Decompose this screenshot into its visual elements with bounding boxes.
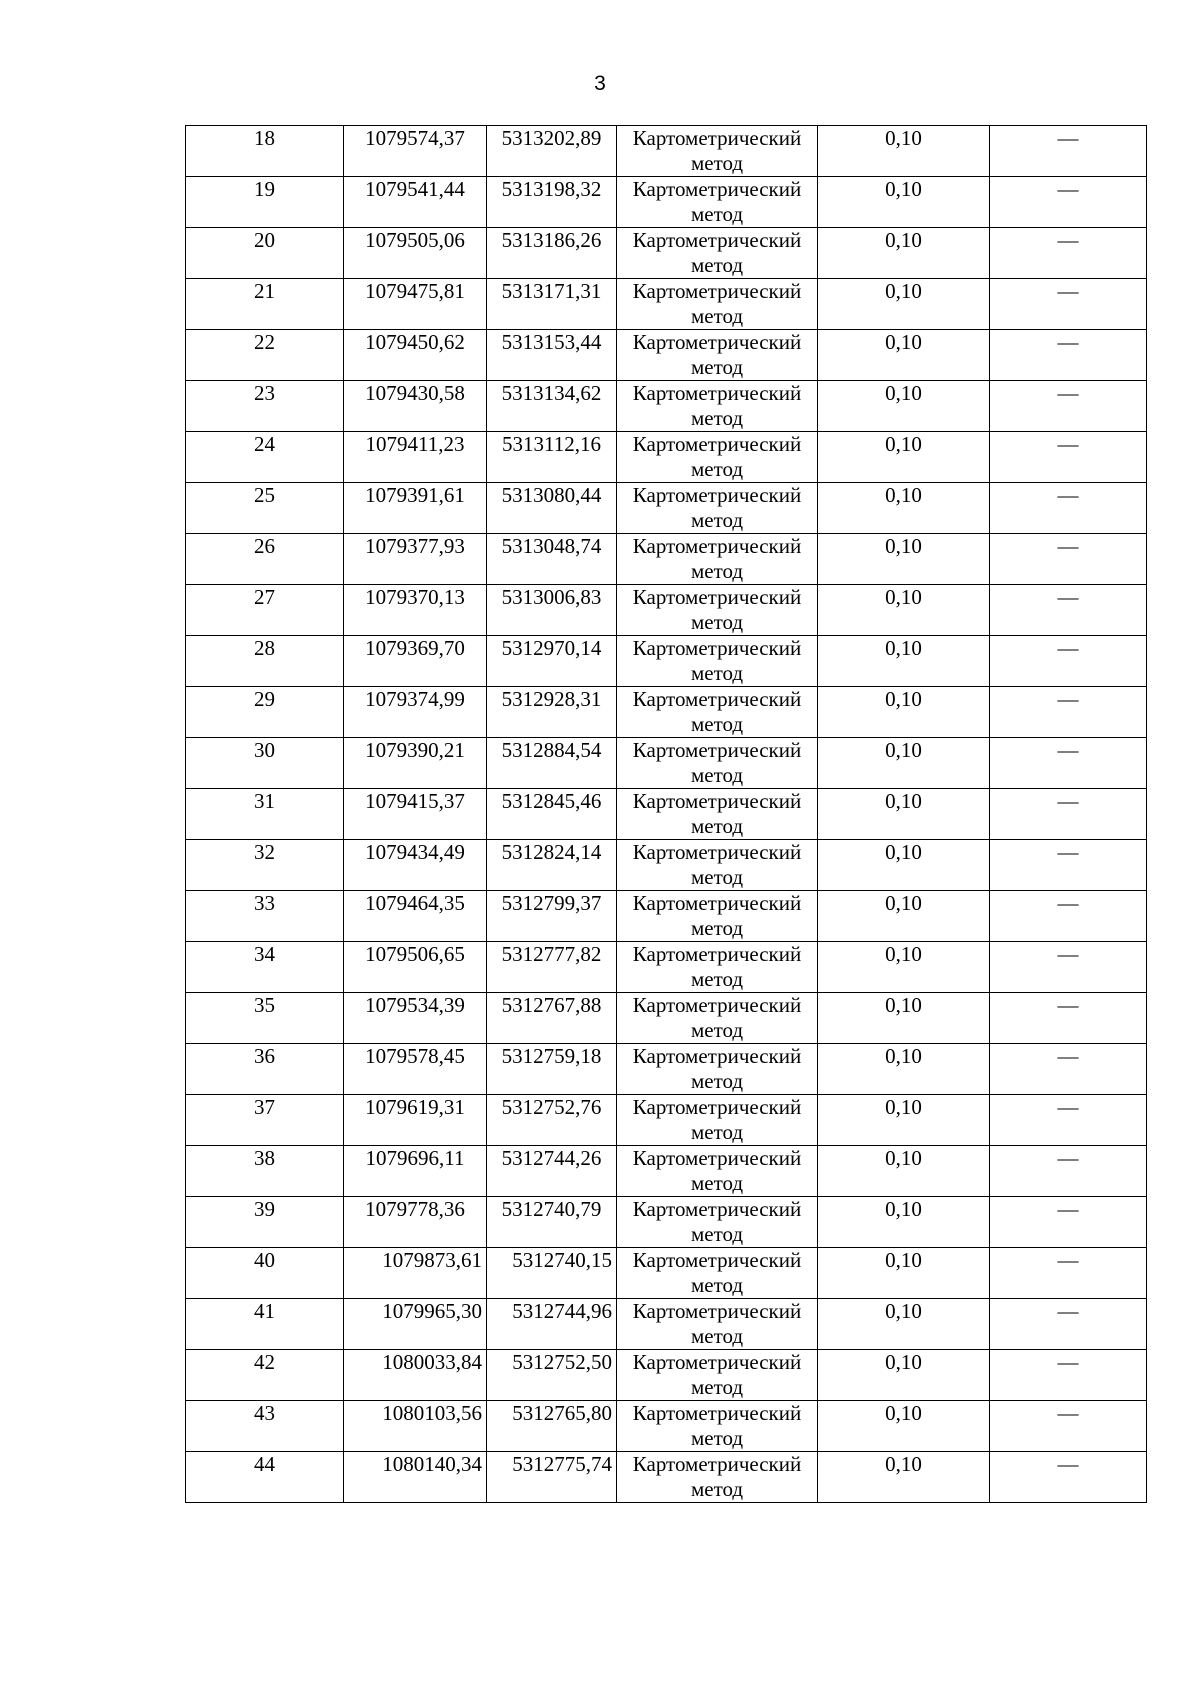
point-number-cell: 37 <box>186 1095 344 1146</box>
table-row <box>186 126 1147 177</box>
method-cell: Картометрический метод <box>617 432 818 483</box>
y-coordinate-cell: 5312928,31 <box>487 687 617 738</box>
accuracy-cell: 0,10 <box>818 1197 990 1248</box>
y-coordinate-cell: 5313080,44 <box>487 483 617 534</box>
table-row <box>186 891 1147 942</box>
x-coordinate-cell: 1079696,11 <box>344 1146 487 1197</box>
description-cell: — <box>990 1401 1147 1452</box>
table-row <box>186 636 1147 687</box>
point-number-cell: 28 <box>186 636 344 687</box>
description-cell: — <box>990 279 1147 330</box>
table-row <box>186 330 1147 381</box>
table-row <box>186 228 1147 279</box>
accuracy-cell: 0,10 <box>818 942 990 993</box>
method-cell: Картометрический метод <box>617 840 818 891</box>
method-cell: Картометрический метод <box>617 228 818 279</box>
x-coordinate-cell: 1079390,21 <box>344 738 487 789</box>
method-cell: Картометрический метод <box>617 942 818 993</box>
x-coordinate-cell: 1079411,23 <box>344 432 487 483</box>
table-row <box>186 942 1147 993</box>
method-cell: Картометрический метод <box>617 687 818 738</box>
accuracy-cell: 0,10 <box>818 534 990 585</box>
description-cell: — <box>990 1197 1147 1248</box>
point-number-cell: 29 <box>186 687 344 738</box>
point-number-cell: 41 <box>186 1299 344 1350</box>
method-cell: Картометрический метод <box>617 789 818 840</box>
description-cell: — <box>990 1452 1147 1503</box>
y-coordinate-cell: 5313171,31 <box>487 279 617 330</box>
table-row <box>186 177 1147 228</box>
method-cell: Картометрический метод <box>617 1350 818 1401</box>
y-coordinate-cell: 5313198,32 <box>487 177 617 228</box>
coordinates-table <box>185 125 1147 1503</box>
point-number-cell: 35 <box>186 993 344 1044</box>
accuracy-cell: 0,10 <box>818 1095 990 1146</box>
page-number: 3 <box>594 72 606 95</box>
accuracy-cell: 0,10 <box>818 687 990 738</box>
description-cell: — <box>990 636 1147 687</box>
y-coordinate-cell: 5313048,74 <box>487 534 617 585</box>
method-cell: Картометрический метод <box>617 330 818 381</box>
accuracy-cell: 0,10 <box>818 1044 990 1095</box>
table-row <box>186 1401 1147 1452</box>
point-number-cell: 42 <box>186 1350 344 1401</box>
point-number-cell: 34 <box>186 942 344 993</box>
x-coordinate-cell: 1079377,93 <box>344 534 487 585</box>
description-cell: — <box>990 381 1147 432</box>
x-coordinate-cell: 1079541,44 <box>344 177 487 228</box>
method-cell: Картометрический метод <box>617 177 818 228</box>
description-cell: — <box>990 432 1147 483</box>
description-cell: — <box>990 1095 1147 1146</box>
description-cell: — <box>990 330 1147 381</box>
point-number-cell: 22 <box>186 330 344 381</box>
point-number-cell: 38 <box>186 1146 344 1197</box>
method-cell: Картометрический метод <box>617 1248 818 1299</box>
point-number-cell: 44 <box>186 1452 344 1503</box>
y-coordinate-cell: 5313134,62 <box>487 381 617 432</box>
x-coordinate-cell: 1079450,62 <box>344 330 487 381</box>
table-row <box>186 432 1147 483</box>
description-cell: — <box>990 1350 1147 1401</box>
description-cell: — <box>990 687 1147 738</box>
accuracy-cell: 0,10 <box>818 636 990 687</box>
method-cell: Картометрический метод <box>617 126 818 177</box>
description-cell: — <box>990 1299 1147 1350</box>
table-row <box>186 279 1147 330</box>
table-row <box>186 534 1147 585</box>
accuracy-cell: 0,10 <box>818 1401 990 1452</box>
table-row <box>186 585 1147 636</box>
description-cell: — <box>990 993 1147 1044</box>
point-number-cell: 33 <box>186 891 344 942</box>
table-row <box>186 381 1147 432</box>
point-number-cell: 24 <box>186 432 344 483</box>
x-coordinate-cell: 1080140,34 <box>344 1452 487 1503</box>
point-number-cell: 30 <box>186 738 344 789</box>
description-cell: — <box>990 483 1147 534</box>
method-cell: Картометрический метод <box>617 1401 818 1452</box>
accuracy-cell: 0,10 <box>818 840 990 891</box>
x-coordinate-cell: 1079475,81 <box>344 279 487 330</box>
y-coordinate-cell: 5312767,88 <box>487 993 617 1044</box>
y-coordinate-cell: 5312759,18 <box>487 1044 617 1095</box>
description-cell: — <box>990 228 1147 279</box>
x-coordinate-cell: 1079415,37 <box>344 789 487 840</box>
y-coordinate-cell: 5312799,37 <box>487 891 617 942</box>
point-number-cell: 36 <box>186 1044 344 1095</box>
method-cell: Картометрический метод <box>617 1146 818 1197</box>
table-row <box>186 687 1147 738</box>
y-coordinate-cell: 5312824,14 <box>487 840 617 891</box>
y-coordinate-cell: 5313006,83 <box>487 585 617 636</box>
table-row <box>186 1452 1147 1503</box>
accuracy-cell: 0,10 <box>818 1350 990 1401</box>
point-number-cell: 23 <box>186 381 344 432</box>
accuracy-cell: 0,10 <box>818 891 990 942</box>
table-row <box>186 1146 1147 1197</box>
x-coordinate-cell: 1079430,58 <box>344 381 487 432</box>
y-coordinate-cell: 5312740,79 <box>487 1197 617 1248</box>
table-row <box>186 738 1147 789</box>
point-number-cell: 32 <box>186 840 344 891</box>
x-coordinate-cell: 1079374,99 <box>344 687 487 738</box>
method-cell: Картометрический метод <box>617 534 818 585</box>
description-cell: — <box>990 126 1147 177</box>
accuracy-cell: 0,10 <box>818 126 990 177</box>
y-coordinate-cell: 5312765,80 <box>487 1401 617 1452</box>
method-cell: Картометрический метод <box>617 1299 818 1350</box>
accuracy-cell: 0,10 <box>818 381 990 432</box>
table-row <box>186 483 1147 534</box>
y-coordinate-cell: 5312775,74 <box>487 1452 617 1503</box>
description-cell: — <box>990 789 1147 840</box>
accuracy-cell: 0,10 <box>818 993 990 1044</box>
x-coordinate-cell: 1079574,37 <box>344 126 487 177</box>
x-coordinate-cell: 1079965,30 <box>344 1299 487 1350</box>
x-coordinate-cell: 1079578,45 <box>344 1044 487 1095</box>
x-coordinate-cell: 1080103,56 <box>344 1401 487 1452</box>
point-number-cell: 18 <box>186 126 344 177</box>
point-number-cell: 43 <box>186 1401 344 1452</box>
accuracy-cell: 0,10 <box>818 789 990 840</box>
x-coordinate-cell: 1080033,84 <box>344 1350 487 1401</box>
method-cell: Картометрический метод <box>617 891 818 942</box>
point-number-cell: 27 <box>186 585 344 636</box>
x-coordinate-cell: 1079370,13 <box>344 585 487 636</box>
x-coordinate-cell: 1079873,61 <box>344 1248 487 1299</box>
coordinates-table-body <box>186 126 1147 1503</box>
x-coordinate-cell: 1079506,65 <box>344 942 487 993</box>
table-row <box>186 1197 1147 1248</box>
table-row <box>186 1299 1147 1350</box>
table-row <box>186 789 1147 840</box>
x-coordinate-cell: 1079464,35 <box>344 891 487 942</box>
x-coordinate-cell: 1079434,49 <box>344 840 487 891</box>
y-coordinate-cell: 5312777,82 <box>487 942 617 993</box>
y-coordinate-cell: 5312752,76 <box>487 1095 617 1146</box>
table-row <box>186 1350 1147 1401</box>
description-cell: — <box>990 738 1147 789</box>
y-coordinate-cell: 5313112,16 <box>487 432 617 483</box>
point-number-cell: 26 <box>186 534 344 585</box>
point-number-cell: 21 <box>186 279 344 330</box>
table-row <box>186 1095 1147 1146</box>
accuracy-cell: 0,10 <box>818 1248 990 1299</box>
y-coordinate-cell: 5312752,50 <box>487 1350 617 1401</box>
description-cell: — <box>990 1044 1147 1095</box>
description-cell: — <box>990 1248 1147 1299</box>
accuracy-cell: 0,10 <box>818 738 990 789</box>
method-cell: Картометрический метод <box>617 1044 818 1095</box>
y-coordinate-cell: 5313202,89 <box>487 126 617 177</box>
point-number-cell: 39 <box>186 1197 344 1248</box>
accuracy-cell: 0,10 <box>818 330 990 381</box>
accuracy-cell: 0,10 <box>818 228 990 279</box>
accuracy-cell: 0,10 <box>818 177 990 228</box>
x-coordinate-cell: 1079619,31 <box>344 1095 487 1146</box>
method-cell: Картометрический метод <box>617 483 818 534</box>
table-row <box>186 993 1147 1044</box>
accuracy-cell: 0,10 <box>818 279 990 330</box>
method-cell: Картометрический метод <box>617 993 818 1044</box>
method-cell: Картометрический метод <box>617 636 818 687</box>
x-coordinate-cell: 1079778,36 <box>344 1197 487 1248</box>
y-coordinate-cell: 5312845,46 <box>487 789 617 840</box>
table-row <box>186 1044 1147 1095</box>
accuracy-cell: 0,10 <box>818 585 990 636</box>
method-cell: Картометрический метод <box>617 1095 818 1146</box>
description-cell: — <box>990 585 1147 636</box>
accuracy-cell: 0,10 <box>818 432 990 483</box>
table-row <box>186 1248 1147 1299</box>
method-cell: Картометрический метод <box>617 1197 818 1248</box>
method-cell: Картометрический метод <box>617 381 818 432</box>
method-cell: Картометрический метод <box>617 585 818 636</box>
accuracy-cell: 0,10 <box>818 1299 990 1350</box>
x-coordinate-cell: 1079369,70 <box>344 636 487 687</box>
accuracy-cell: 0,10 <box>818 1452 990 1503</box>
x-coordinate-cell: 1079391,61 <box>344 483 487 534</box>
x-coordinate-cell: 1079534,39 <box>344 993 487 1044</box>
method-cell: Картометрический метод <box>617 279 818 330</box>
y-coordinate-cell: 5312884,54 <box>487 738 617 789</box>
description-cell: — <box>990 177 1147 228</box>
description-cell: — <box>990 534 1147 585</box>
point-number-cell: 40 <box>186 1248 344 1299</box>
method-cell: Картометрический метод <box>617 738 818 789</box>
accuracy-cell: 0,10 <box>818 483 990 534</box>
x-coordinate-cell: 1079505,06 <box>344 228 487 279</box>
y-coordinate-cell: 5313153,44 <box>487 330 617 381</box>
point-number-cell: 25 <box>186 483 344 534</box>
accuracy-cell: 0,10 <box>818 1146 990 1197</box>
point-number-cell: 20 <box>186 228 344 279</box>
point-number-cell: 31 <box>186 789 344 840</box>
point-number-cell: 19 <box>186 177 344 228</box>
table-row <box>186 840 1147 891</box>
description-cell: — <box>990 942 1147 993</box>
description-cell: — <box>990 840 1147 891</box>
y-coordinate-cell: 5313186,26 <box>487 228 617 279</box>
y-coordinate-cell: 5312744,26 <box>487 1146 617 1197</box>
description-cell: — <box>990 1146 1147 1197</box>
y-coordinate-cell: 5312740,15 <box>487 1248 617 1299</box>
y-coordinate-cell: 5312970,14 <box>487 636 617 687</box>
y-coordinate-cell: 5312744,96 <box>487 1299 617 1350</box>
description-cell: — <box>990 891 1147 942</box>
method-cell: Картометрический метод <box>617 1452 818 1503</box>
